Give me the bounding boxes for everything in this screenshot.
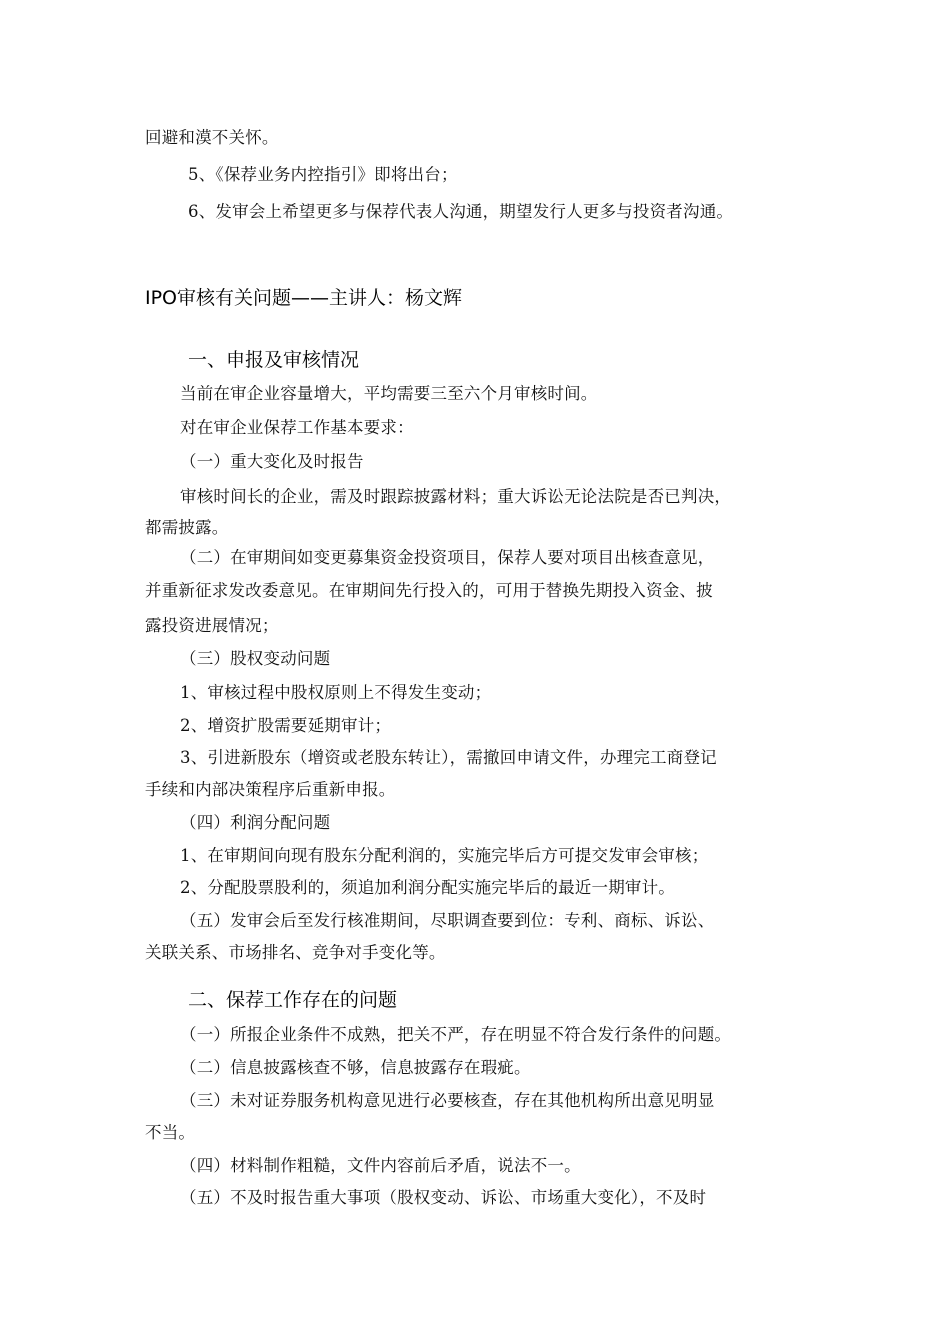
text-line: 都需披露。: [145, 518, 229, 537]
text-line: 对在审企业保荐工作基本要求：: [180, 418, 414, 437]
page-title: IPO审核有关问题——主讲人：杨文辉: [145, 287, 463, 309]
text-line: （四）材料制作粗糙，文件内容前后矛盾，说法不一。: [180, 1156, 581, 1175]
text-line: 2、分配股票股利的，须追加利润分配实施完毕后的最近一期审计。: [180, 878, 675, 897]
text-line: 回避和漠不关怀。: [145, 128, 279, 147]
text-line: （三）未对证券服务机构意见进行必要核查，存在其他机构所出意见明显: [180, 1091, 715, 1110]
text-line: 6、发审会上希望更多与保荐代表人沟通，期望发行人更多与投资者沟通。: [188, 202, 734, 221]
text-line: （二）信息披露核查不够，信息披露存在瑕疵。: [180, 1058, 531, 1077]
text-line: （一）重大变化及时报告: [180, 452, 364, 471]
text-line: 5、《保荐业务内控指引》即将出台；: [188, 165, 458, 184]
text-line: （五）不及时报告重大事项（股权变动、诉讼、市场重大变化），不及时: [180, 1188, 707, 1207]
text-line: （一）所报企业条件不成熟，把关不严，存在明显不符合发行条件的问题。: [180, 1025, 732, 1044]
text-line: （三）股权变动问题: [180, 649, 331, 668]
text-line: 1、审核过程中股权原则上不得发生变动；: [180, 683, 492, 702]
text-line: 不当。: [145, 1123, 196, 1142]
text-line: 1、在审期间向现有股东分配利润的，实施完毕后方可提交发审会审核；: [180, 846, 709, 865]
text-line: 当前在审企业容量增大，平均需要三至六个月审核时间。: [180, 384, 598, 403]
section-heading: 二、保荐工作存在的问题: [188, 989, 398, 1011]
section-heading: 一、申报及审核情况: [188, 349, 360, 371]
text-line: 3、引进新股东（增资或老股东转让），需撤回申请文件，办理完工商登记: [180, 748, 717, 767]
text-line: 审核时间长的企业，需及时跟踪披露材料；重大诉讼无论法院是否已判决，: [180, 487, 732, 506]
text-line: 手续和内部决策程序后重新申报。: [145, 780, 396, 799]
text-line: 露投资进展情况；: [145, 616, 279, 635]
text-line: 2、增资扩股需要延期审计；: [180, 716, 392, 735]
text-line: 关联关系、市场排名、竞争对手变化等。: [145, 943, 446, 962]
text-line: （五）发审会后至发行核准期间，尽职调查要到位：专利、商标、诉讼、: [180, 911, 715, 930]
text-line: （二）在审期间如变更募集资金投资项目，保荐人要对项目出核查意见，: [180, 548, 715, 567]
text-line: 并重新征求发改委意见。在审期间先行投入的，可用于替换先期投入资金、披: [145, 581, 713, 600]
text-line: （四）利润分配问题: [180, 813, 331, 832]
